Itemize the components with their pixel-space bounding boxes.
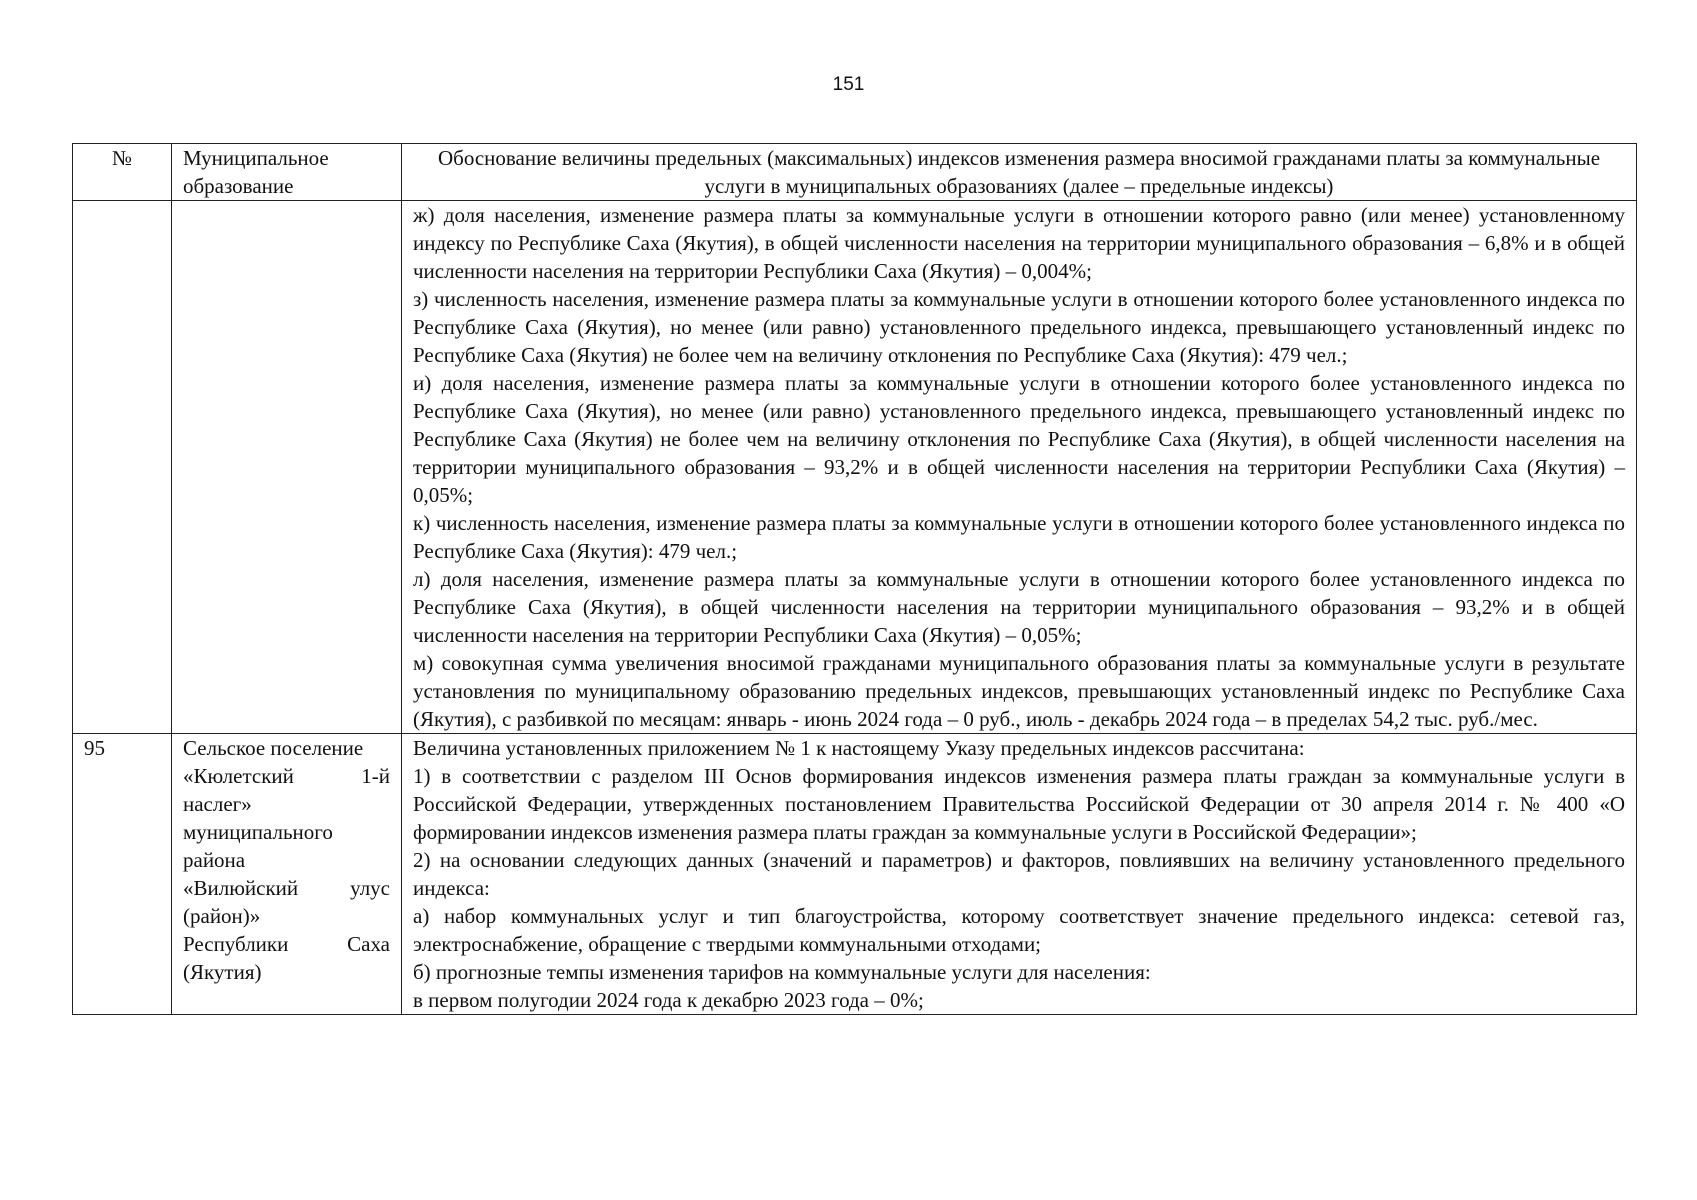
municipality-line: «Вилюйский улус [183,876,390,900]
justification-paragraph: 1) в соответствии с разделом III Основ формирования индексов изменения размера платы граждан за коммунальные услуги в Российской Федерации, утвержденных постановлением Правительства Российской Федерации от 30 апреля 2014 г. № 400 «О формировании индексов изменения размера платы граждан за коммунальные услуги в Российской Федерации»; [413,764,1625,844]
municipality-line: наслег» [183,792,252,816]
justification-paragraph: и) доля населения, изменение размера платы за коммунальные услуги в отношении которого более установленного индекса по Республике Саха (Якутия), но менее (или равно) установленного предельного индекса, превышающего установленный индекс по Республике Саха (Якутия) не более чем на величину отклонения по Республике Саха (Якутия), в общей численности населения на территории муниципального образования – 93,2% и в общей численности населения на территории Республики Саха (Якутия) – 0,05%; [413,371,1625,507]
justification-paragraph: а) набор коммунальных услуг и тип благоустройства, которому соответствует значение предельного индекса: сетевой газ, электроснабжение, обращение с твердыми коммунальными отходами; [413,904,1625,956]
row-justification [402,734,1637,1015]
justification-paragraph: 2) на основании следующих данных (значений и параметров) и факторов, повлиявших на величину установленного предельного индекса: [413,848,1625,900]
municipality-line: (Якутия) [183,960,262,984]
table-header-row [73,144,1637,201]
justification-paragraph: м) совокупная сумма увеличения вносимой гражданами муниципального образования платы за коммунальные услуги в результате установления по муниципальному образованию предельных индексов, превышающих установленный индекс по Республике Саха (Якутия), с разбивкой по месяцам: январь - июнь 2024 года – 0 руб., июль - декабрь 2024 года – в пределах 54,2 тыс. руб./мес. [413,651,1625,731]
municipality-line: района [183,848,246,872]
page-number: 151 [832,74,865,95]
justification-paragraph: л) доля населения, изменение размера платы за коммунальные услуги в отношении которого более установленного индекса по Республике Саха (Якутия), в общей численности населения на территории муниципального образования – 93,2% и в общей численности населения на территории Республики Саха (Якутия) – 0,05%; [413,567,1625,647]
row-number: 95 [73,734,172,1015]
justification-paragraph: з) численность населения, изменение размера платы за коммунальные услуги в отношении которого более установленного индекса по Республике Саха (Якутия), но менее (или равно) установленного предельного индекса, превышающего установленный индекс по Республике Саха (Якутия) не более чем на величину отклонения по Республике Саха (Якутия): 479 чел.; [413,287,1625,367]
justification-paragraph: к) численность населения, изменение размера платы за коммунальные услуги в отношении которого более установленного индекса по Республике Саха (Якутия): 479 чел.; [413,511,1625,563]
row-municipality [172,201,402,734]
table-row [73,734,1637,1015]
municipality-line: «Кюлетский 1-й [183,764,390,788]
header-number: № [73,144,172,201]
table-row [73,201,1637,734]
municipality-line: муниципального [183,820,333,844]
municipality-line: (район)» [183,904,261,928]
justification-paragraph: в первом полугодии 2024 года к декабрю 2023 года – 0%; [413,988,924,1012]
limit-index-table [72,143,1637,1015]
justification-paragraph: б) прогнозные темпы изменения тарифов на коммунальные услуги для населения: [413,960,1151,984]
justification-paragraph: ж) доля населения, изменение размера платы за коммунальные услуги в отношении которого равно (или менее) установленному индексу по Республике Саха (Якутия), в общей численности населения на территории муниципального образования – 6,8% и в общей численности населения на территории Республики Саха (Якутия) – 0,004%; [413,203,1625,283]
header-justification: Обоснование величины предельных (максимальных) индексов изменения размера вносимой гражданами платы за коммунальные услуги в муниципальных образованиях (далее – предельные индексы) [402,144,1637,201]
row-number [73,201,172,734]
header-municipality: Муниципальное образование [172,144,402,201]
municipality-line: Республики Саха [183,932,390,956]
municipality-line: Сельское поселение [183,736,364,760]
row-justification [402,201,1637,734]
row-municipality [172,734,402,1015]
justification-paragraph: Величина установленных приложением № 1 к настоящему Указу предельных индексов рассчитана: [413,736,1305,760]
